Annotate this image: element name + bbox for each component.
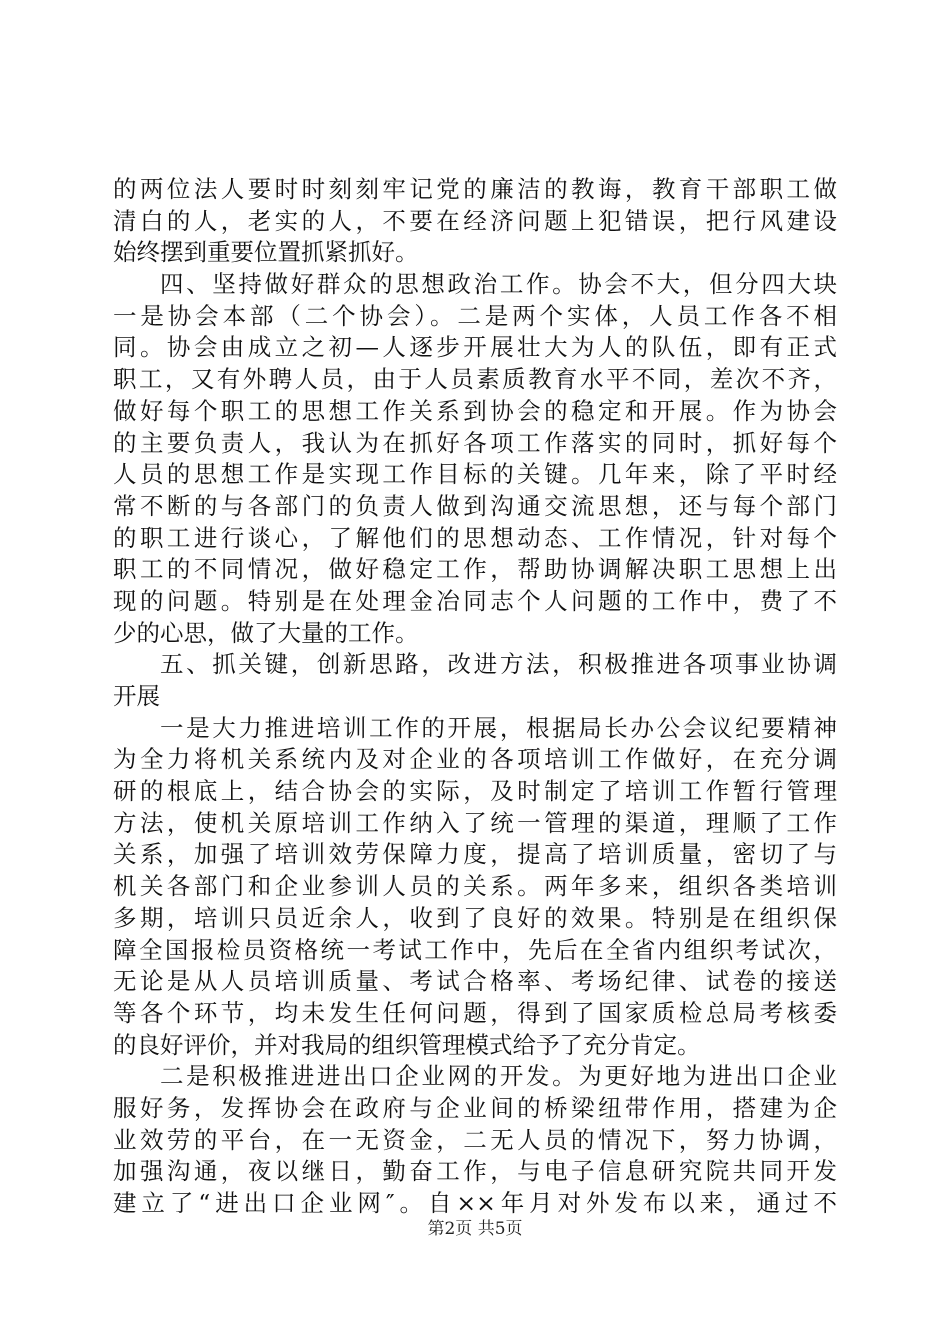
- text-line: 障全国报检员资格统一考试工作中，先后在全省内组织考试次，: [113, 935, 837, 964]
- text-line: 方法，使机关原培训工作纳入了统一管理的渠道，理顺了工作: [113, 808, 837, 837]
- text-line: 研的根底上，结合协会的实际，及时制定了培训工作暂行管理: [113, 777, 837, 806]
- text-line: 业效劳的平台，在一无资金，二无人员的情况下，努力协调，: [113, 1125, 837, 1154]
- text-line: 清白的人，老实的人，不要在经济问题上犯错误，把行风建设: [113, 206, 837, 235]
- section-heading-4: 四、坚持做好群众的思想政治工作。协会不大，但分四大块: [160, 270, 837, 299]
- body-text: [113, 174, 837, 1220]
- text-line: 始终摆到重要位置抓紧抓好。: [113, 238, 419, 267]
- text-line: 为全力将机关系统内及对企业的各项培训工作做好，在充分调: [113, 745, 837, 774]
- paragraph-website-start: 二是积极推进进出口企业网的开发。为更好地为进出口企业: [160, 1062, 837, 1091]
- text-line: 的良好评价，并对我局的组织管理模式给予了充分肯定。: [113, 1030, 701, 1059]
- page-number-footer: 第2页 共5页: [427, 1219, 523, 1239]
- text-line: 人员的思想工作是实现工作目标的关键。几年来，除了平时经: [113, 460, 837, 489]
- text-line: 现的问题。特别是在处理金冶同志个人问题的工作中，费了不: [113, 586, 837, 615]
- text-line: 常不断的与各部门的负责人做到沟通交流思想，还与每个部门: [113, 491, 837, 520]
- text-line: 做好每个职工的思想工作关系到协会的稳定和开展。作为协会: [113, 396, 837, 425]
- text-line: 同。协会由成立之初—人逐步开展壮大为人的队伍，即有正式: [113, 333, 837, 362]
- text-line: 职工，又有外聘人员，由于人员素质教育水平不同，差次不齐，: [113, 365, 837, 394]
- text-line: 的主要负责人，我认为在抓好各项工作落实的同时，抓好每个: [113, 428, 837, 457]
- section-heading-5: 五、抓关键，创新思路，改进方法，积极推进各项事业协调: [160, 650, 837, 679]
- text-line: 加强沟通，夜以继日，勤奋工作，与电子信息研究院共同开发: [113, 1157, 837, 1186]
- paragraph-training-start: 一是大力推进培训工作的开展，根据局长办公会议纪要精神: [160, 713, 837, 742]
- text-line: 关系，加强了培训效劳保障力度，提高了培训质量，密切了与: [113, 840, 837, 869]
- text-line: 建立了“进出口企业网″。自××年月对外发布以来，通过不: [113, 1189, 837, 1217]
- text-line: 多期，培训只员近余人，收到了良好的效果。特别是在组织保: [113, 903, 837, 932]
- text-line: 职工的不同情况，做好稳定工作，帮助协调解决职工思想上出: [113, 555, 837, 584]
- text-line: 无论是从人员培训质量、考试合格率、考场纪律、试卷的接送: [113, 967, 837, 996]
- text-line: 机关各部门和企业参训人员的关系。两年多来，组织各类培训: [113, 872, 837, 901]
- text-line: 服好务，发挥协会在政府与企业间的桥梁纽带作用，搭建为企: [113, 1093, 837, 1122]
- text-line: 的职工进行谈心，了解他们的思想动态、工作情况，针对每个: [113, 523, 837, 552]
- text-line: 开展: [113, 682, 160, 710]
- text-line: 的两位法人要时时刻刻牢记党的廉洁的教诲，教育干部职工做: [113, 175, 837, 203]
- text-line: 少的心思，做了大量的工作。: [113, 618, 419, 647]
- text-line: 一是协会本部（二个协会）。二是两个实体，人员工作各不相: [113, 301, 837, 330]
- text-line: 等各个环节，均未发生任何问题，得到了国家质检总局考核委: [113, 998, 837, 1027]
